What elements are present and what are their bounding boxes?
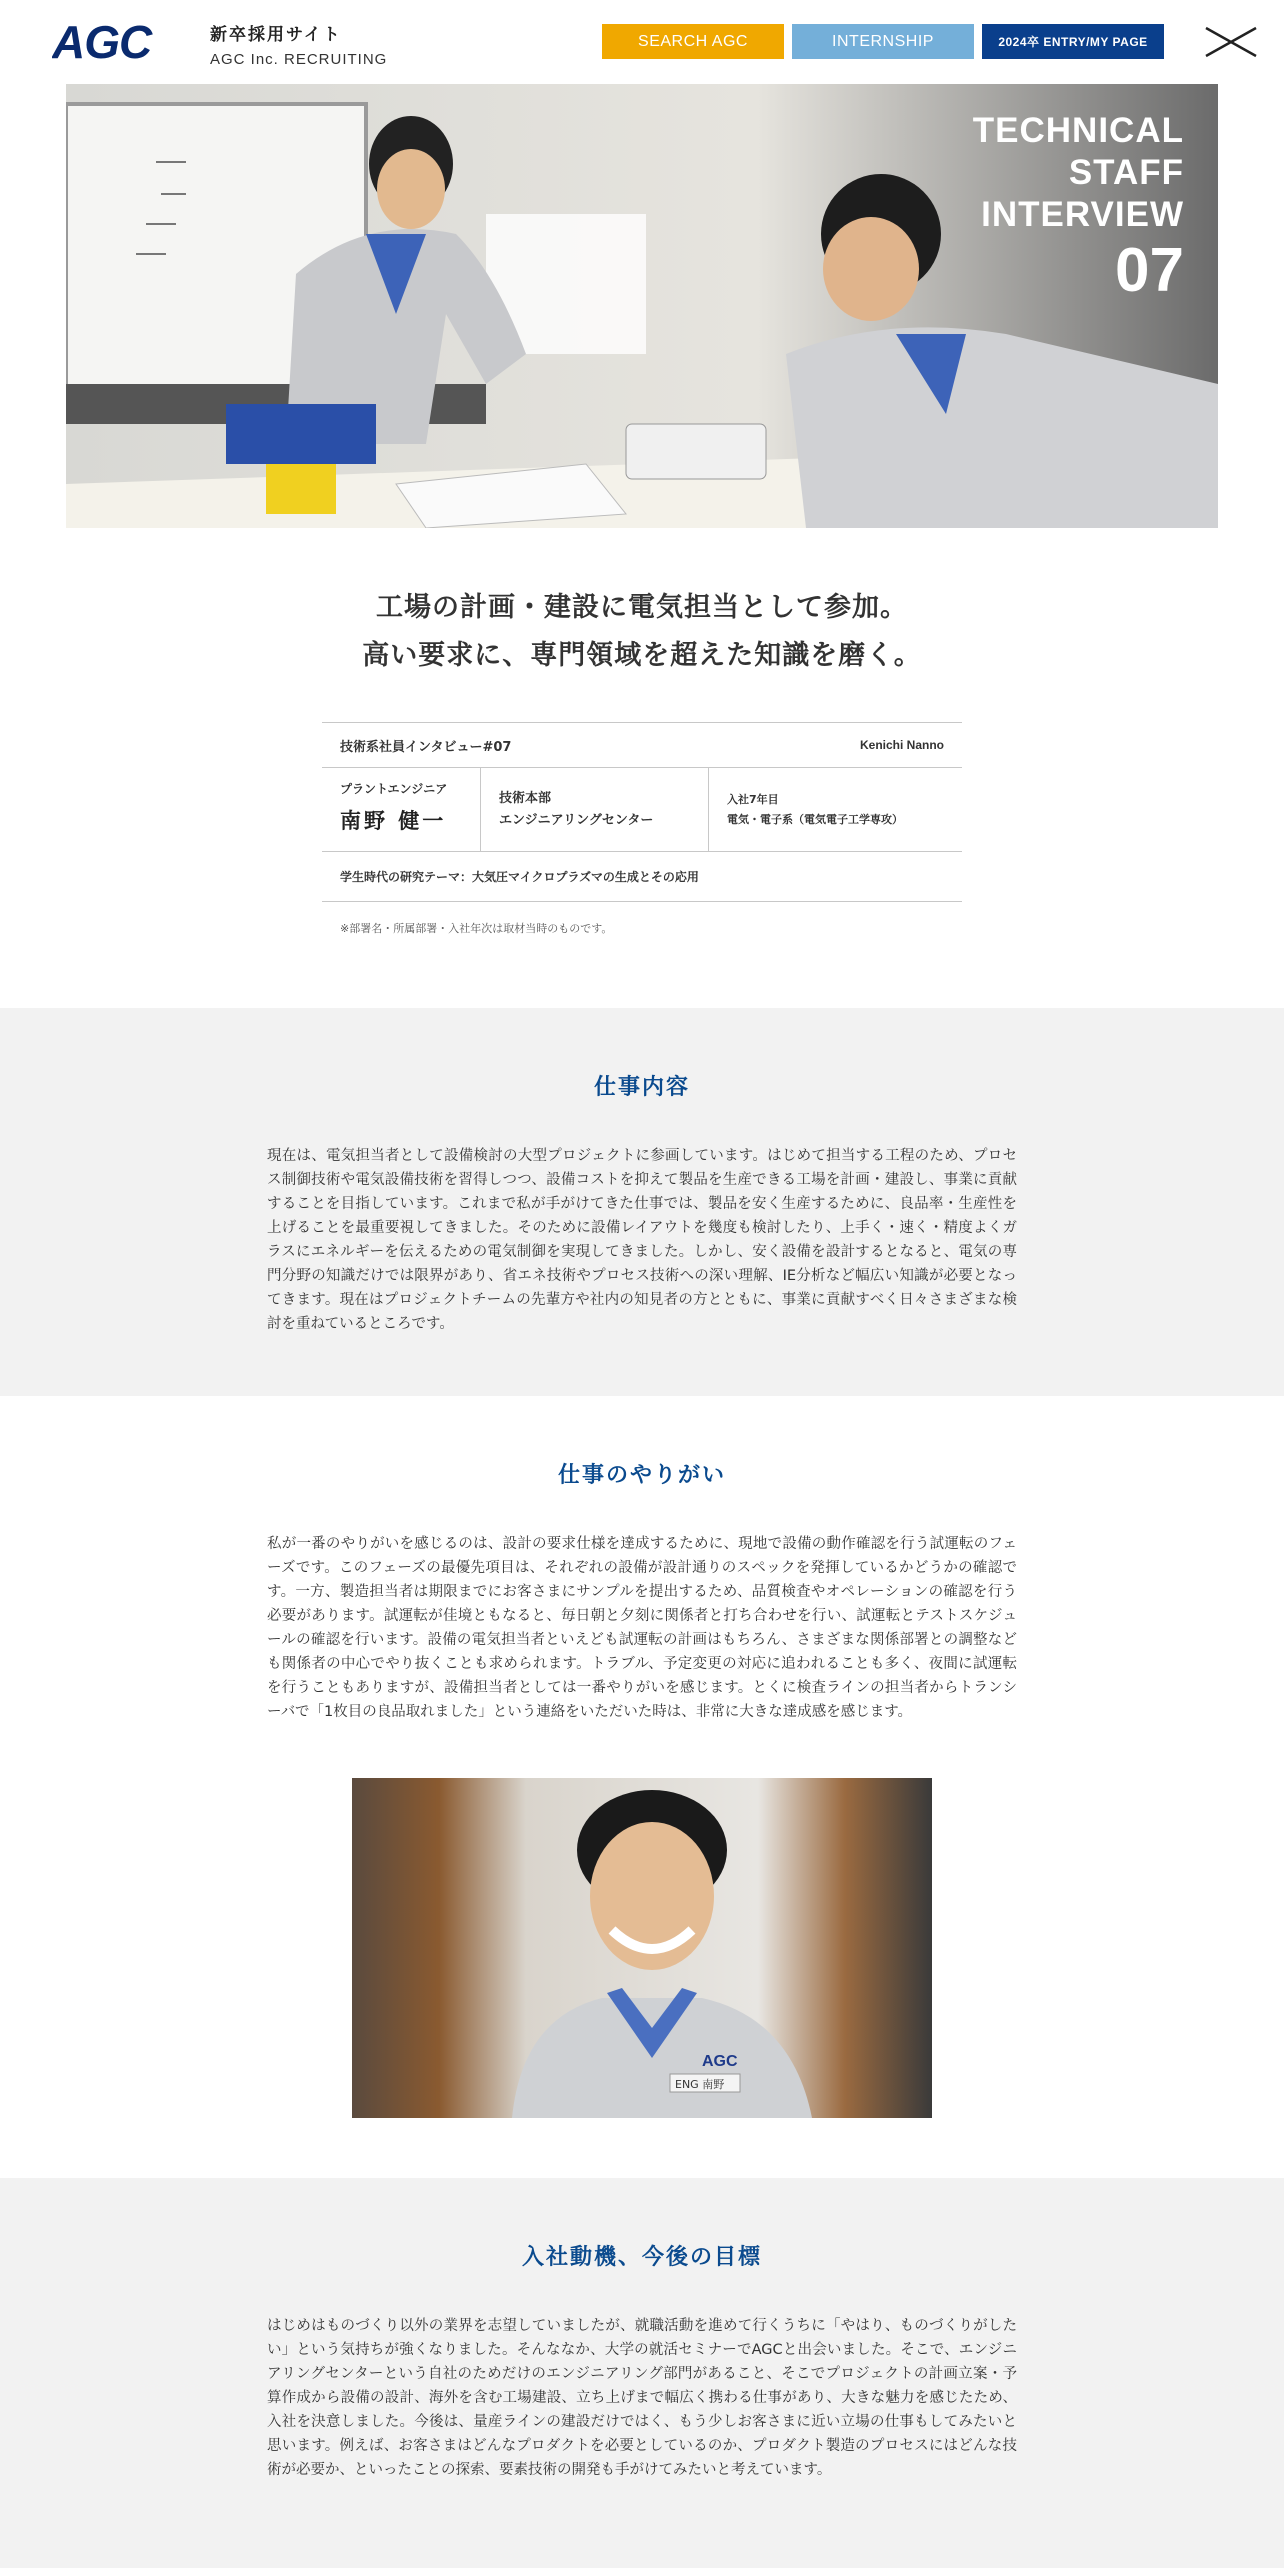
site-subtitle: AGC Inc. RECRUITING [210, 51, 388, 68]
section-body-work: 現在は、電気担当者として設備検討の大型プロジェクトに参画しています。はじめて担当する工程のため、プロセス制御技術や電気設備技術を習得しつつ、設備コストを抑えて製品を生産できる工場を計画・建設し、事業に貢献することを目指しています。これまで私が手がけてきた仕事では、製品を安く生産するために、良品率・生産性を上げることを最重要視してきました。そのために設備レイアウトを幾度も検討したり、上手く・速く・精度よくガラスにエネルギーを伝えるための電気制御を実現してきました。しかし、安く設備を設計するとなると、電気の専門分野の知識だけでは限界があり、省エネ技術やプロセス技術への深い理解、IE分析など幅広い知識が必要となってきます。現在はプロジェクトチームの先輩方や社内の知見者の方とともに、事業に貢献すべく日々さまざまな検討を重ねているところです。 [267, 1148, 1017, 1332]
portrait-photo [352, 1778, 932, 2118]
hero-title-line-2: STAFF [1068, 153, 1184, 192]
agc-logo[interactable] [52, 18, 170, 64]
hero-title-line-3: INTERVIEW [981, 195, 1184, 234]
profile-dept-cell [481, 768, 709, 851]
entry-mypage-button[interactable]: 2024卒 ENTRY/MY PAGE [982, 24, 1164, 59]
badge-company: AGC [702, 2053, 738, 2070]
hero-title [973, 110, 1184, 306]
interview-series: 技術系社員インタビュー#07 [340, 739, 512, 755]
section-title-motivation: 入社動機、今後の目標 [521, 2245, 762, 2270]
years-of-service: 入社7年目 [727, 792, 779, 806]
close-x-icon[interactable] [1202, 22, 1260, 62]
headline-line-2: 高い要求に、専門領域を超えた知識を磨く。 [362, 640, 922, 671]
section-work [0, 1008, 1284, 1396]
svg-text:AGC: AGC [52, 18, 152, 64]
section-title-work: 仕事内容 [593, 1075, 690, 1100]
section-title-reward: 仕事のやりがい [557, 1463, 726, 1488]
profile-name-cell [322, 768, 481, 851]
site-title: 新卒採用サイト [210, 25, 342, 45]
interview-headline [0, 584, 1284, 680]
headline-line-1: 工場の計画・建設に電気担当として参加。 [376, 592, 908, 623]
interview-number: 07 [1115, 236, 1184, 305]
profile-detail-row [322, 768, 962, 852]
badge-tag: ENG 南野 [675, 2078, 725, 2091]
department-line-2: エンジニアリングセンター [499, 812, 654, 828]
hero-image [66, 84, 1218, 528]
employee-name: 南野 健一 [340, 809, 447, 833]
employee-portrait [352, 1778, 932, 2118]
academic-major: 電気・電子系（電気電子工学専攻） [727, 812, 903, 826]
profile-header-row [322, 722, 962, 768]
hero-title-line-1: TECHNICAL [972, 111, 1184, 150]
section-body-motivation: はじめはものづくり以外の業界を志望していましたが、就職活動を進めて行くうちに「やはり、ものづくりがしたい」という気持ちが強くなりました。そんななか、大学の就活セミナーでAGCと出会いました。そこで、エンジニアリングセンターという自社のためだけのエンジニアリング部門があること、そこでプロジェクトの計画立案・予算作成から設備の設計、海外を含む工場建設、立ち上げまで幅広く携わる仕事があり、大きな魅力を感じたため、入社を決意しました。今後は、量産ラインの建設だけではく、もう少しお客さまに近い立場の仕事もしてみたいと思います。例えば、お客さまはどんなプロダクトを必要としているのか、プロダクト製造のプロセスにはどんな技術が必要か、といったことの探索、要素技術の開発も手がけてみたいと考えています。 [267, 2318, 1017, 2478]
section-motivation [0, 2178, 1284, 2568]
department-line-1: 技術本部 [499, 790, 552, 806]
profile-note: ※部署名・所属部署・入社年次は取材当時のものです。 [340, 922, 613, 935]
site-header [0, 0, 1284, 84]
profile-table [322, 722, 962, 936]
job-role: プラントエンジニア [340, 782, 448, 796]
profile-years-cell [709, 768, 962, 851]
search-agc-button[interactable]: SEARCH AGC [602, 24, 784, 59]
section-body-reward: 私が一番のやりがいを感じるのは、設計の要求仕様を達成するために、現地で設備の動作確認を行う試運転のフェーズです。このフェーズの最優先項目は、それぞれの設備が設計通りのスペックを発揮しているかどうかの確認です。一方、製造担当者は期限までにお客さまにサンプルを提出するため、品質検査やオペレーションの確認を行う必要があります。試運転が佳境ともなると、毎日朝と夕刻に関係者と打ち合わせを行い、試運転とテストスケジュールの確認を行います。設備の電気担当者といえども試運転の計画はもちろん、さまざまな関係部署との調整なども関係者の中心でやり抜くことも求められます。トラブル、予定変更の対応に追われることも多く、夜間に試運転を行うこともありますが、設備担当者としては一番やりがいを感じます。とくに検査ラインの担当者からトランシーバで「1枚目の良品取れました」という連絡をいただいた時は、非常に大きな達成感を感じます。 [267, 1536, 1017, 1720]
site-name[interactable] [210, 20, 387, 68]
name-english: Kenichi Nanno [859, 738, 944, 752]
research-theme: 学生時代の研究テーマ：大気圧マイクロプラズマの生成とその応用 [322, 852, 962, 902]
internship-button[interactable]: INTERNSHIP [792, 24, 974, 59]
